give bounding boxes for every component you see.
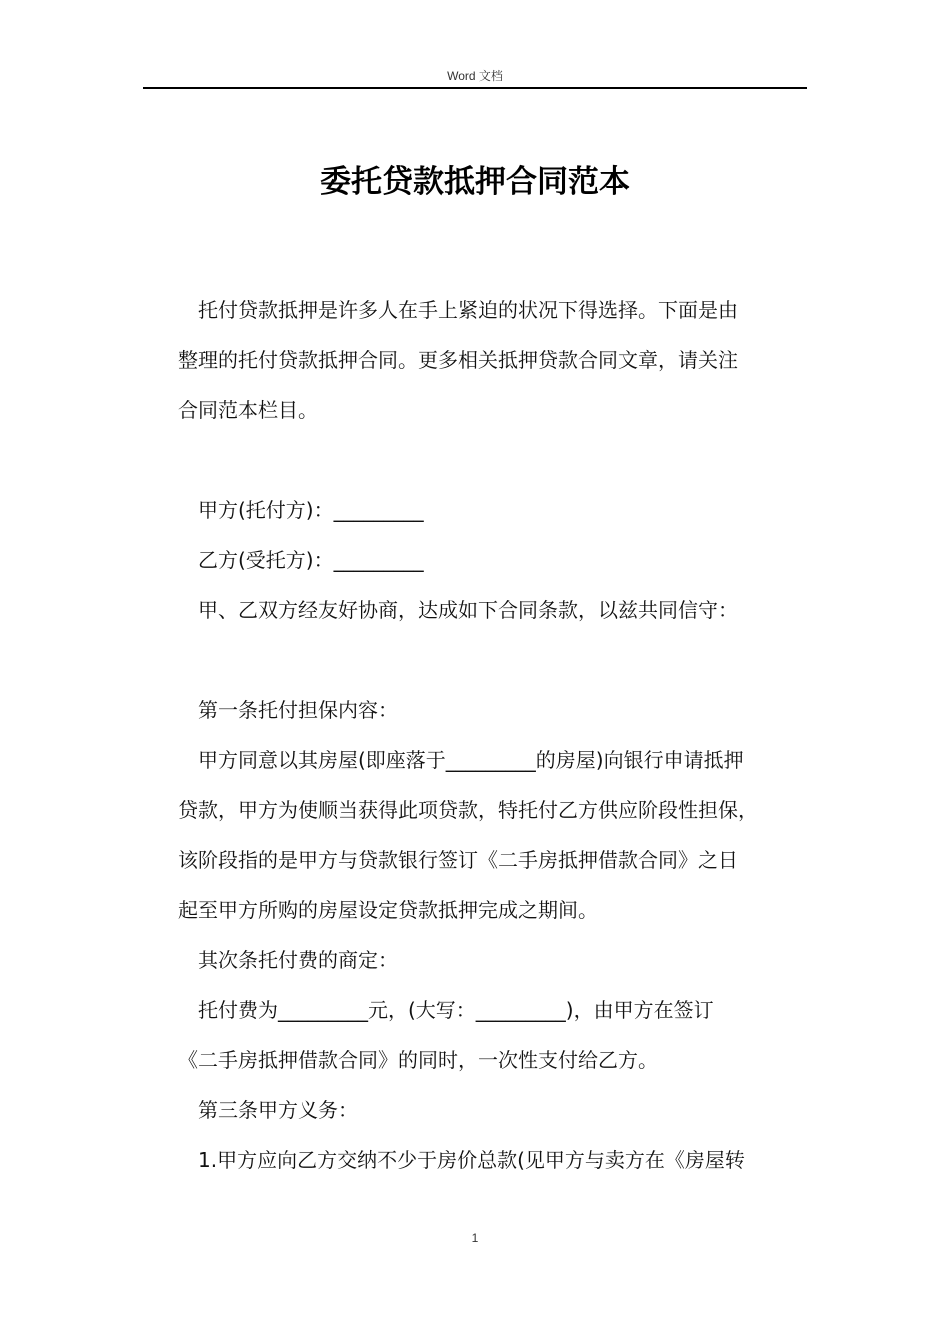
header-divider <box>143 87 807 89</box>
party-b-line: 乙方(受托方)：_________ <box>178 548 424 572</box>
article-heading: 第三条甲方义务： <box>178 1098 358 1122</box>
article-heading: 其次条托付费的商定： <box>178 948 398 972</box>
party-a-line: 甲方(托付方)：_________ <box>178 498 424 522</box>
page-number: 1 <box>471 1231 479 1245</box>
body-line: 起至甲方所购的房屋设定贷款抵押完成之期间。 <box>178 898 598 922</box>
body-line: 托付贷款抵押是许多人在手上紧迫的状况下得选择。下面是由 <box>178 298 738 322</box>
body-line: 托付费为_________元，(大写：_________)，由甲方在签订 <box>178 998 714 1022</box>
body-line: 甲、乙双方经友好协商，达成如下合同条款，以兹共同信守： <box>178 598 738 622</box>
body-line: 甲方同意以其房屋(即座落于_________的房屋)向银行申请抵押 <box>178 748 744 772</box>
document-title: 委托贷款抵押合同范本 <box>320 164 630 200</box>
body-line: 整理的托付贷款抵押合同。更多相关抵押贷款合同文章，请关注 <box>178 348 738 372</box>
body-line: 该阶段指的是甲方与贷款银行签订《二手房抵押借款合同》之日 <box>178 848 738 872</box>
body-line: 1.甲方应向乙方交纳不少于房价总款(见甲方与卖方在《房屋转 <box>178 1148 745 1172</box>
body-line: 《二手房抵押借款合同》的同时，一次性支付给乙方。 <box>178 1048 658 1072</box>
body-line: 合同范本栏目。 <box>178 398 318 422</box>
article-heading: 第一条托付担保内容： <box>178 698 398 722</box>
header-text: Word 文档 <box>447 69 503 83</box>
body-line: 贷款，甲方为使顺当获得此项贷款，特托付乙方供应阶段性担保， <box>178 798 758 822</box>
